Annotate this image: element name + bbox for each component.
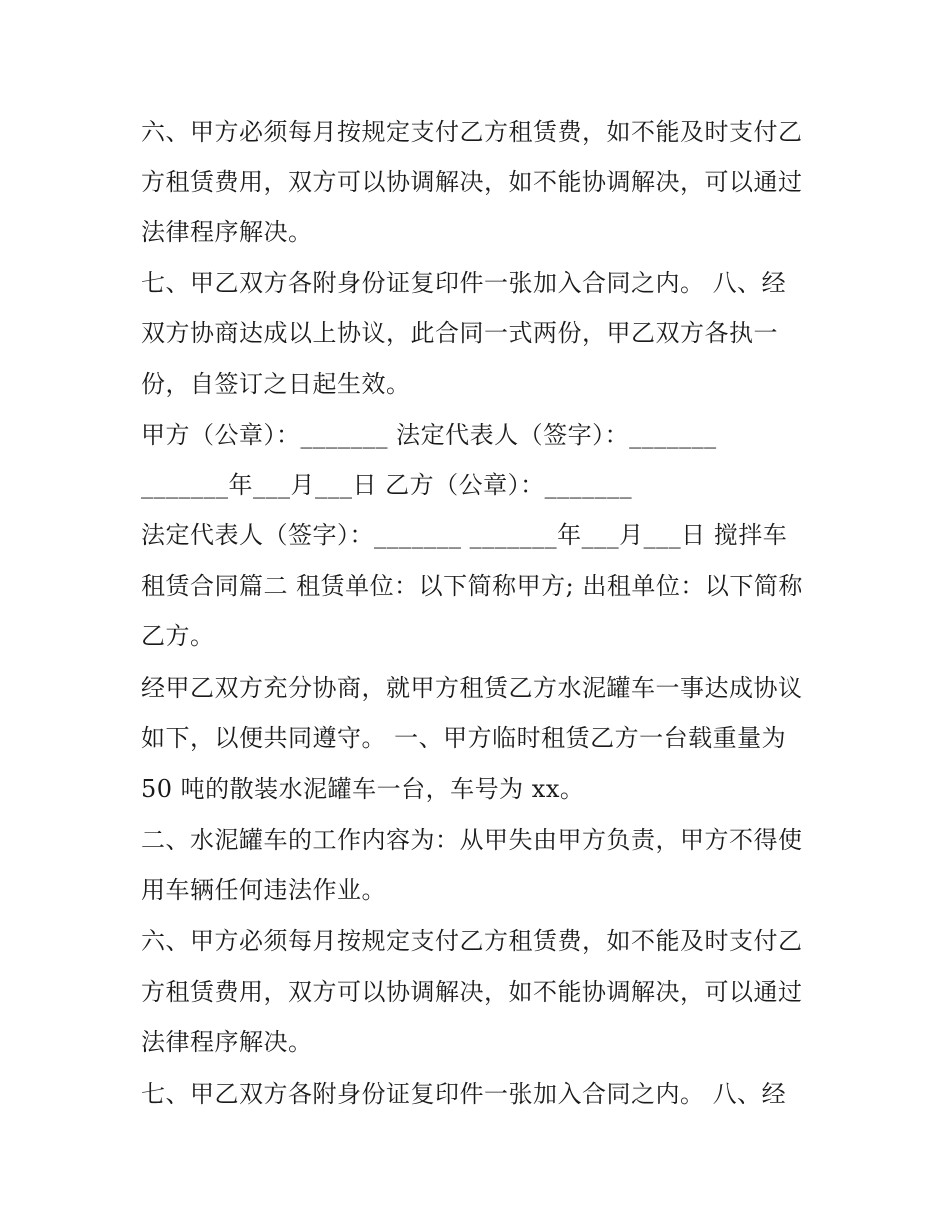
text-line: 法律程序解决。 [141, 1028, 313, 1056]
text-line: 如下，以便共同遵守。 一、甲方临时租赁乙方一台载重量为 [141, 724, 787, 752]
text-line: 方租赁费用，双方可以协调解决，如不能协调解决，可以通过 [141, 978, 803, 1006]
text-line: 六、甲方必须每月按规定支付乙方租赁费，如不能及时支付乙 [141, 927, 803, 955]
text-line: 七、甲乙双方各附身份证复印件一张加入合同之内。 八、经 [141, 269, 787, 297]
text-line: _______年___月___日 乙方（公章）：_______ [141, 471, 633, 499]
text-line: 法律程序解决。 [141, 218, 313, 246]
text-line: 乙方。 [141, 622, 215, 650]
text-line: 二、水泥罐车的工作内容为：从甲失由甲方负责，甲方不得使 [141, 826, 803, 854]
text-line: 经甲乙双方充分协商，就甲方租赁乙方水泥罐车一事达成协议 [141, 674, 803, 702]
text-line: 份，自签订之日起生效。 [141, 370, 411, 398]
text-line: 双方协商达成以上协议，此合同一式两份，甲乙双方各执一 [141, 319, 778, 347]
text-line: 50 吨的散装水泥罐车一台，车号为 xx。 [141, 775, 585, 803]
text-line: 六、甲方必须每月按规定支付乙方租赁费，如不能及时支付乙 [141, 118, 803, 146]
text-line: 用车辆任何违法作业。 [141, 876, 386, 904]
text-line: 法定代表人（签字）：_______ _______年___月___日 搅拌车 [141, 521, 788, 549]
text-line: 方租赁费用，双方可以协调解决，如不能协调解决，可以通过 [141, 168, 803, 196]
text-line: 甲方（公章）：_______ 法定代表人（签字）：_______ [141, 421, 717, 449]
text-line: 七、甲乙双方各附身份证复印件一张加入合同之内。 八、经 [141, 1080, 787, 1108]
text-line: 租赁合同篇二 租赁单位：以下简称甲方; 出租单位：以下简称 [141, 572, 803, 600]
